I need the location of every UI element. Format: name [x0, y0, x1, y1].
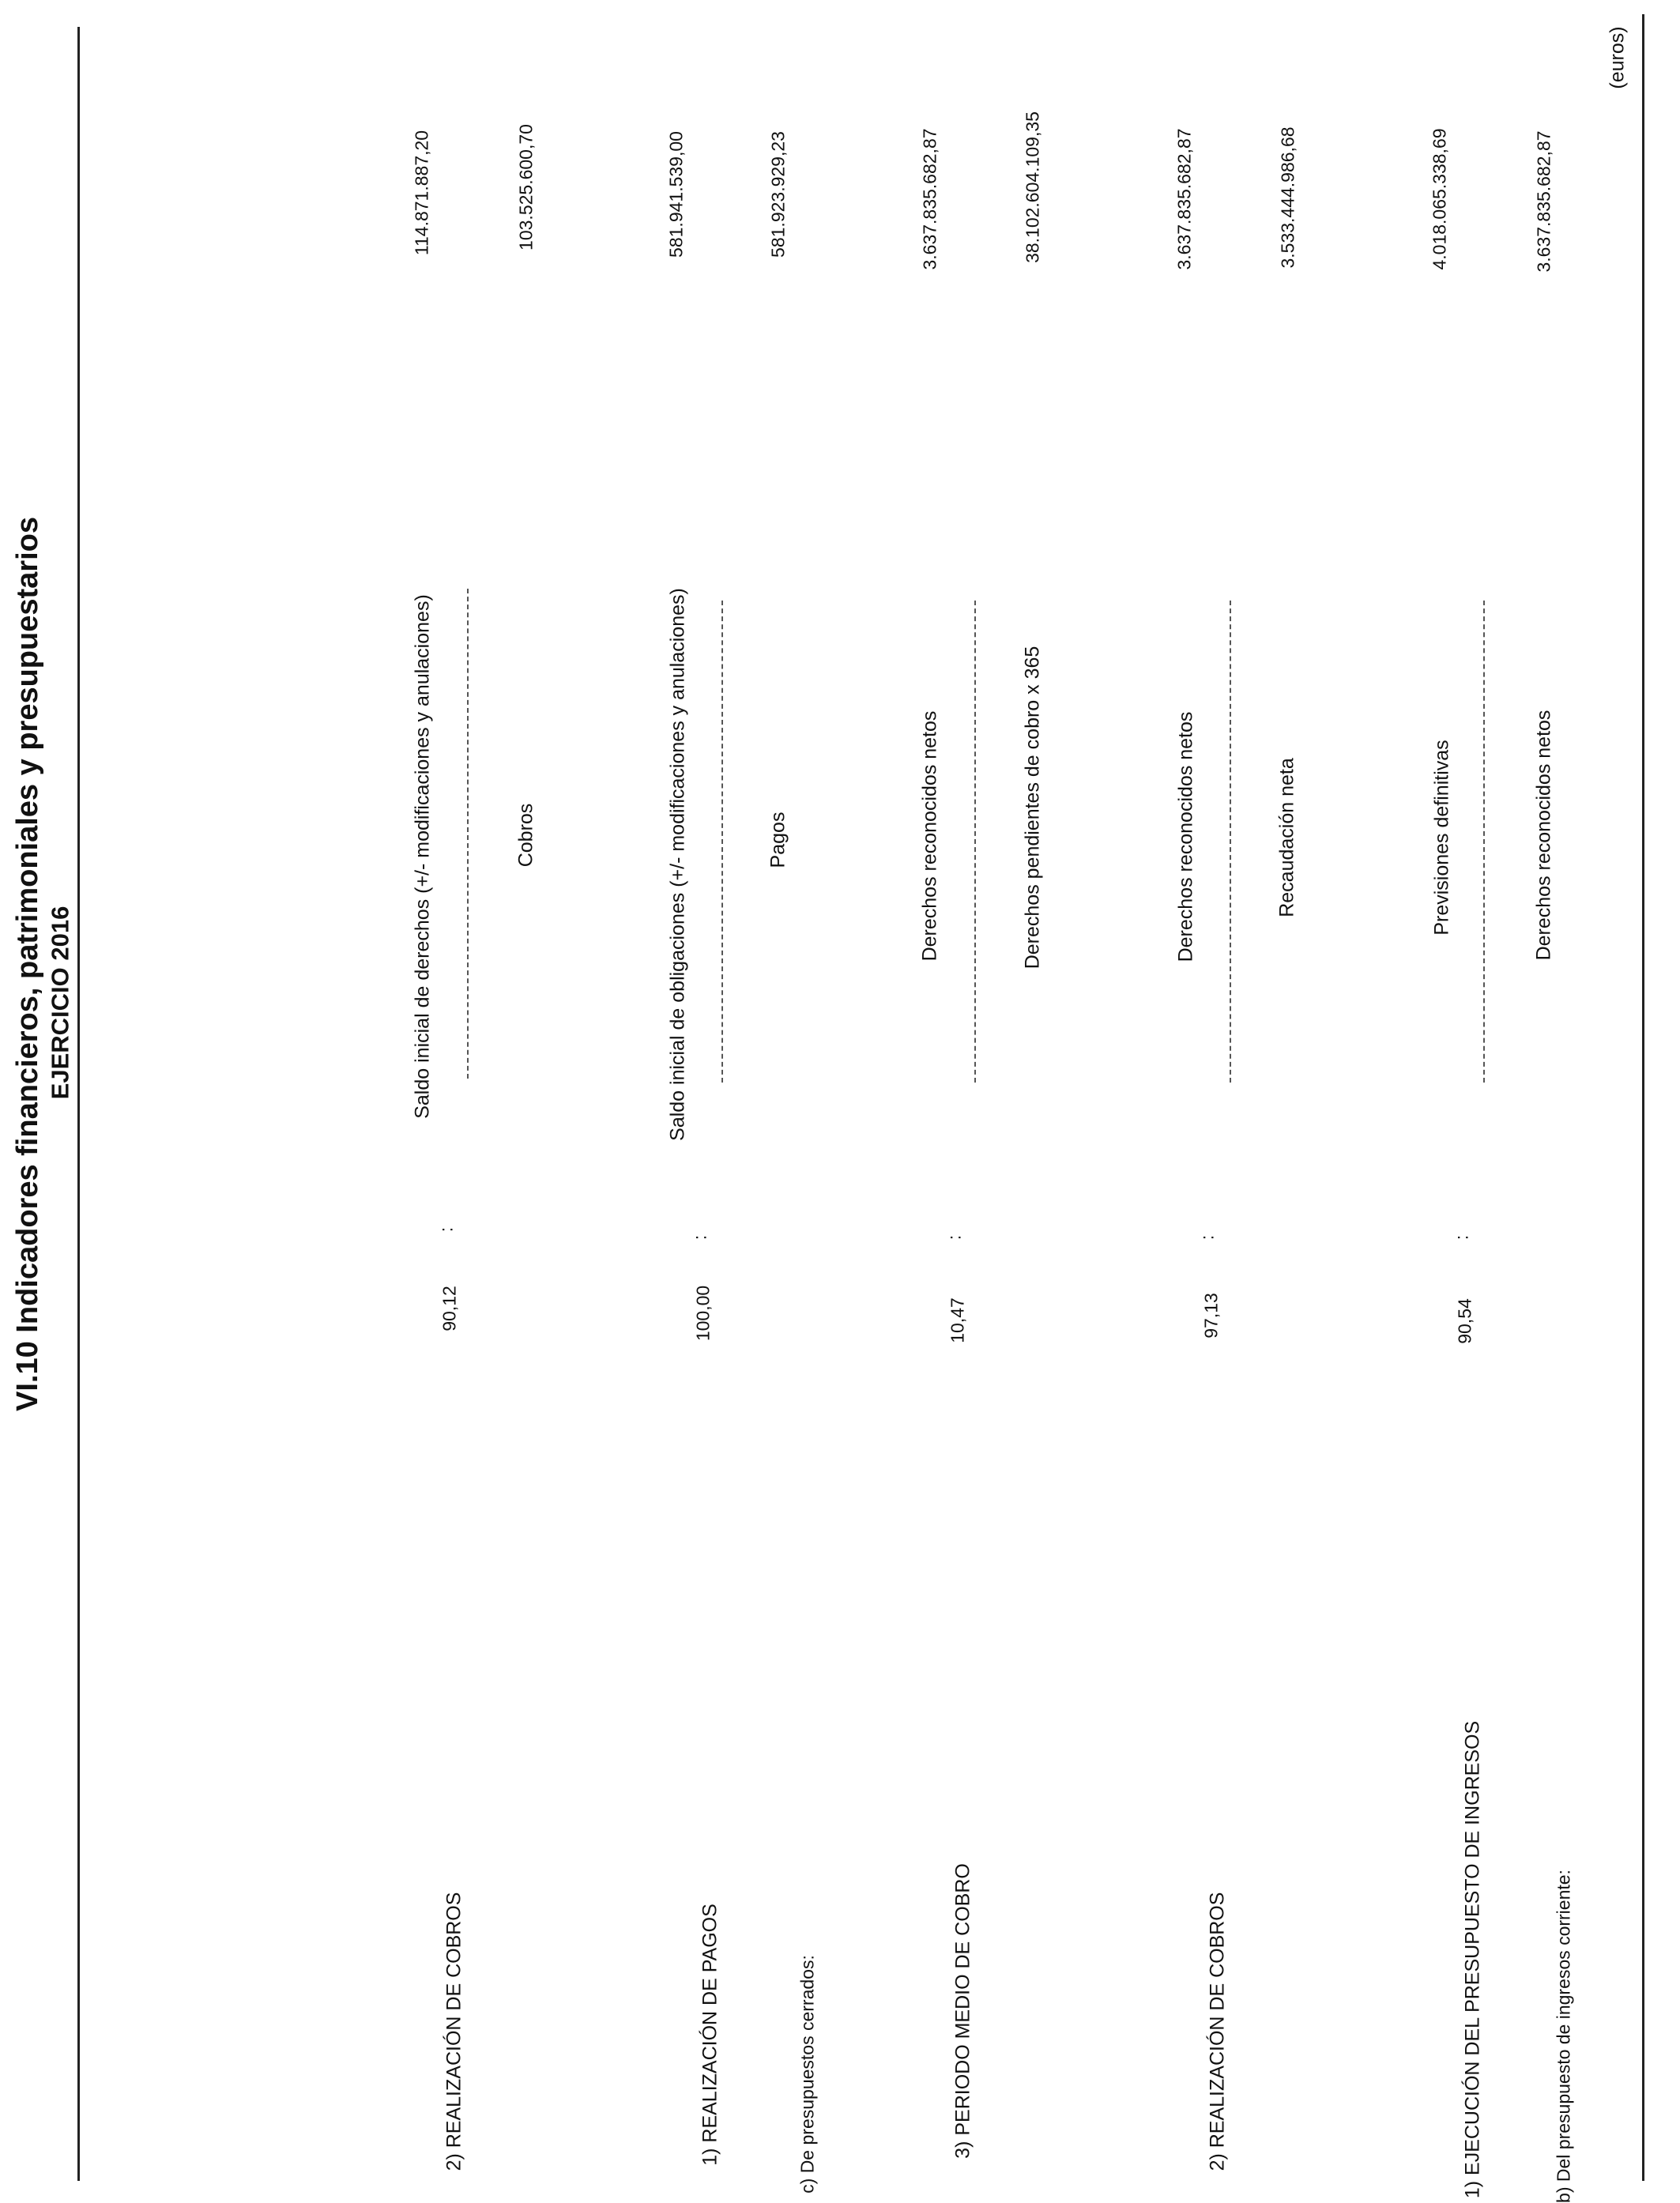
denominator-label: Saldo inicial de obligaciones (+/- modificaciones y anulaciones): [666, 588, 689, 1141]
page-subtitle: EJERCICIO 2016: [46, 906, 74, 1100]
fraction-line: [721, 601, 723, 1083]
unit-label: (euros): [1606, 26, 1629, 89]
indicator-colon: :: [1196, 1234, 1218, 1241]
indicator-colon: :: [944, 1234, 965, 1241]
numerator-value: 3.637.835.682,87: [1533, 130, 1554, 273]
denominator-value: 4.018.065.338,69: [1429, 128, 1450, 270]
bottom-border-line: [77, 27, 80, 2181]
numerator-value: 3.533.444.986,68: [1277, 126, 1298, 269]
numerator-label: Derechos pendientes de cobro x 365: [1021, 646, 1044, 970]
numerator-label: Recaudación neta: [1275, 758, 1298, 917]
numerator-label: Cobros: [514, 803, 537, 868]
fraction-line: [1230, 601, 1231, 1083]
denominator-label: Saldo inicial de derechos (+/- modificaciones y anulaciones): [411, 594, 434, 1119]
indicator-colon: :: [435, 1226, 457, 1233]
indicator-value: 97,13: [1200, 1293, 1222, 1339]
indicator-colon: :: [1451, 1234, 1472, 1241]
page-title: VI.10 Indicadores financieros, patrimoniales y presupuestarios: [11, 517, 44, 1411]
denominator-label: Derechos reconocidos netos: [918, 710, 941, 962]
denominator-value: 3.637.835.682,87: [1173, 128, 1195, 270]
indicator-name: 3) PERIODO MEDIO DE COBRO: [951, 1863, 974, 2159]
indicator-name: 1) REALIZACIÓN DE PAGOS: [699, 1904, 721, 2166]
denominator-value: 114.871.887,20: [411, 130, 432, 256]
indicator-name: 2) REALIZACIÓN DE COBROS: [443, 1892, 465, 2171]
numerator-value: 38.102.604.109,35: [1022, 111, 1043, 263]
denominator-label: Previsiones definitivas: [1430, 740, 1453, 936]
section-heading-c: c) De presupuestos cerrados:: [797, 1955, 818, 2194]
top-border-line: [1642, 14, 1644, 2181]
indicator-value: 90,54: [1454, 1298, 1475, 1344]
numerator-label: Pagos: [767, 812, 789, 868]
indicator-colon: :: [689, 1234, 710, 1241]
indicator-value: 10,47: [947, 1297, 968, 1343]
numerator-value: 103.525.600,70: [515, 124, 537, 250]
indicator-value: 90,12: [439, 1286, 460, 1331]
denominator-value: 3.637.835.682,87: [919, 128, 940, 270]
numerator-label: Derechos reconocidos netos: [1532, 710, 1555, 961]
denominator-value: 581.941.539,00: [665, 131, 687, 258]
indicator-name: 2) REALIZACIÓN DE COBROS: [1206, 1892, 1229, 2171]
fraction-line: [1483, 601, 1485, 1083]
numerator-value: 581.923.929,23: [767, 131, 789, 258]
fraction-line: [467, 589, 469, 1079]
indicator-name: 1) EJECUCIÓN DEL PRESUPUESTO DE INGRESOS: [1461, 1720, 1484, 2199]
denominator-label: Derechos reconocidos netos: [1174, 711, 1197, 962]
fraction-line: [974, 601, 976, 1083]
section-heading-b: b) Del presupuesto de ingresos corriente:: [1553, 1870, 1574, 2203]
indicator-value: 100,00: [692, 1285, 714, 1342]
